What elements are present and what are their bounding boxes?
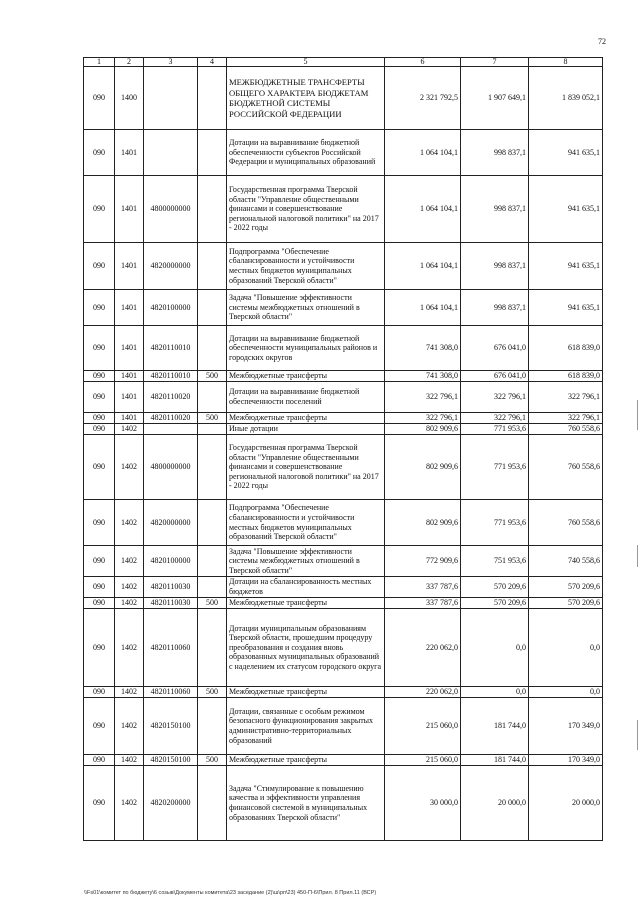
item-name-cell: Иные дотации — [227, 424, 385, 435]
file-path-footer: \\Fs01\комитет по бюджету\6 созыв\Документы комитета\23 заседание (2)\ш\рп\23) 450-П-6\Прил. 8 Прил.11 (ВСР) — [84, 890, 377, 896]
expense-type-cell — [198, 766, 227, 841]
code-cell: 090 — [84, 326, 115, 371]
amount-year3-cell: 941 635,1 — [529, 243, 603, 290]
code-cell: 090 — [84, 243, 115, 290]
item-name-cell: Межбюджетные трансферты — [227, 598, 385, 609]
code-cell: 090 — [84, 698, 115, 755]
amount-year2-cell: 0,0 — [461, 687, 529, 698]
code-cell: 090 — [84, 413, 115, 424]
amount-year2-cell: 771 953,6 — [461, 424, 529, 435]
amount-year3-cell: 0,0 — [529, 687, 603, 698]
amount-year3-cell: 1 839 052,1 — [529, 67, 603, 130]
table-row — [84, 577, 603, 598]
target-article-cell: 4800000000 — [144, 176, 198, 243]
item-name-cell: МЕЖБЮДЖЕТНЫЕ ТРАНСФЕРТЫ ОБЩЕГО ХАРАКТЕРА БЮДЖЕТАМ БЮДЖЕТНОЙ СИСТЕМЫ РОССИЙСКОЙ ФЕДЕРАЦИИ — [227, 67, 385, 130]
target-article-cell — [144, 67, 198, 130]
amount-year1-cell: 1 064 104,1 — [385, 243, 461, 290]
col-header: 8 — [529, 58, 603, 67]
amount-year2-cell: 181 744,0 — [461, 698, 529, 755]
amount-year3-cell: 941 635,1 — [529, 290, 603, 326]
expense-type-cell — [198, 546, 227, 577]
item-name-cell: Дотации на сбалансированность местных бюджетов — [227, 577, 385, 598]
amount-year3-cell: 760 558,6 — [529, 424, 603, 435]
expense-type-cell: 500 — [198, 755, 227, 766]
expense-type-cell: 500 — [198, 413, 227, 424]
target-article-cell: 4820110010 — [144, 371, 198, 382]
amount-year3-cell: 170 349,0 — [529, 755, 603, 766]
amount-year1-cell: 337 787,6 — [385, 598, 461, 609]
amount-year3-cell: 618 839,0 — [529, 371, 603, 382]
expense-type-cell — [198, 435, 227, 500]
section-cell: 1402 — [115, 609, 144, 687]
code-cell: 090 — [84, 290, 115, 326]
item-name-cell: Государственная программа Тверской области "Управление общественными финансами и совершенствование региональной налоговой политики" на 2017 - 2022 годы — [227, 176, 385, 243]
table-row — [84, 290, 603, 326]
budget-table — [83, 57, 603, 841]
section-cell: 1402 — [115, 424, 144, 435]
table-row — [84, 176, 603, 243]
table-row — [84, 546, 603, 577]
code-cell: 090 — [84, 755, 115, 766]
expense-type-cell — [198, 290, 227, 326]
item-name-cell: Межбюджетные трансферты — [227, 413, 385, 424]
code-cell: 090 — [84, 382, 115, 413]
target-article-cell: 4820110030 — [144, 598, 198, 609]
expense-type-cell — [198, 67, 227, 130]
col-header: 6 — [385, 58, 461, 67]
amount-year3-cell: 322 796,1 — [529, 382, 603, 413]
expense-type-cell — [198, 500, 227, 546]
code-cell: 090 — [84, 435, 115, 500]
item-name-cell: Дотации на выравнивание бюджетной обеспеченности субъектов Российской Федерации и муниципальных образований — [227, 130, 385, 176]
target-article-cell: 4800000000 — [144, 435, 198, 500]
amount-year1-cell: 802 909,6 — [385, 500, 461, 546]
amount-year2-cell: 322 796,1 — [461, 382, 529, 413]
amount-year2-cell: 751 953,6 — [461, 546, 529, 577]
table-row — [84, 698, 603, 755]
table-row — [84, 130, 603, 176]
amount-year3-cell: 20 000,0 — [529, 766, 603, 841]
table-row — [84, 598, 603, 609]
amount-year1-cell: 220 062,0 — [385, 687, 461, 698]
amount-year2-cell: 570 209,6 — [461, 577, 529, 598]
item-name-cell: Государственная программа Тверской области "Управление общественными финансами и совершенствование региональной налоговой политики" на 2017 - 2022 годы — [227, 435, 385, 500]
section-cell: 1401 — [115, 176, 144, 243]
amount-year3-cell: 760 558,6 — [529, 500, 603, 546]
item-name-cell: Дотации на выравнивание бюджетной обеспеченности муниципальных районов и городских округов — [227, 326, 385, 371]
table-row — [84, 500, 603, 546]
section-cell: 1402 — [115, 577, 144, 598]
amount-year1-cell: 2 321 792,5 — [385, 67, 461, 130]
expense-type-cell — [198, 424, 227, 435]
expense-type-cell: 500 — [198, 371, 227, 382]
amount-year3-cell: 170 349,0 — [529, 698, 603, 755]
amount-year1-cell: 802 909,6 — [385, 424, 461, 435]
table-row — [84, 243, 603, 290]
code-cell: 090 — [84, 424, 115, 435]
amount-year2-cell: 1 907 649,1 — [461, 67, 529, 130]
item-name-cell: Межбюджетные трансферты — [227, 371, 385, 382]
col-header: 1 — [84, 58, 115, 67]
amount-year3-cell: 570 209,6 — [529, 598, 603, 609]
code-cell: 090 — [84, 609, 115, 687]
amount-year1-cell: 802 909,6 — [385, 435, 461, 500]
amount-year3-cell: 570 209,6 — [529, 577, 603, 598]
amount-year1-cell: 337 787,6 — [385, 577, 461, 598]
amount-year1-cell: 1 064 104,1 — [385, 290, 461, 326]
section-cell: 1401 — [115, 243, 144, 290]
amount-year2-cell: 676 041,0 — [461, 326, 529, 371]
col-header: 5 — [227, 58, 385, 67]
item-name-cell: Задача "Повышение эффективности системы межбюджетных отношений в Тверской области" — [227, 546, 385, 577]
binding-mark — [637, 545, 638, 567]
item-name-cell: Межбюджетные трансферты — [227, 755, 385, 766]
amount-year3-cell: 740 558,6 — [529, 546, 603, 577]
section-cell: 1401 — [115, 326, 144, 371]
section-cell: 1402 — [115, 546, 144, 577]
section-cell: 1401 — [115, 371, 144, 382]
expense-type-cell — [198, 130, 227, 176]
amount-year1-cell: 220 062,0 — [385, 609, 461, 687]
expense-type-cell — [198, 243, 227, 290]
amount-year3-cell: 322 796,1 — [529, 413, 603, 424]
item-name-cell: Задача "Стимулирование к повышению качества и эффективности управления финансовой системой в муниципальных образованиях Тверской области" — [227, 766, 385, 841]
expense-type-cell — [198, 609, 227, 687]
code-cell: 090 — [84, 687, 115, 698]
amount-year1-cell: 772 909,6 — [385, 546, 461, 577]
section-cell: 1401 — [115, 413, 144, 424]
item-name-cell: Подпрограмма "Обеспечение сбалансированности и устойчивости местных бюджетов муниципальных образований Тверской области" — [227, 243, 385, 290]
section-cell: 1402 — [115, 598, 144, 609]
table-row — [84, 435, 603, 500]
amount-year2-cell: 998 837,1 — [461, 290, 529, 326]
amount-year1-cell: 1 064 104,1 — [385, 176, 461, 243]
amount-year1-cell: 30 000,0 — [385, 766, 461, 841]
target-article-cell: 4820000000 — [144, 500, 198, 546]
item-name-cell: Дотации муниципальным образованиям Тверской области, прошедшим процедуру преобразования и создания вновь образованных муниципальных образований с наделением их статусом городского округа — [227, 609, 385, 687]
table-row — [84, 424, 603, 435]
expense-type-cell — [198, 176, 227, 243]
amount-year2-cell: 570 209,6 — [461, 598, 529, 609]
amount-year3-cell: 941 635,1 — [529, 130, 603, 176]
code-cell: 090 — [84, 176, 115, 243]
amount-year3-cell: 941 635,1 — [529, 176, 603, 243]
page-number: 72 — [598, 37, 606, 46]
code-cell: 090 — [84, 577, 115, 598]
target-article-cell — [144, 424, 198, 435]
code-cell: 090 — [84, 500, 115, 546]
target-article-cell: 4820200000 — [144, 766, 198, 841]
target-article-cell: 4820100000 — [144, 290, 198, 326]
amount-year2-cell: 998 837,1 — [461, 176, 529, 243]
target-article-cell: 4820150100 — [144, 755, 198, 766]
amount-year2-cell: 771 953,6 — [461, 500, 529, 546]
code-cell: 090 — [84, 766, 115, 841]
section-cell: 1401 — [115, 130, 144, 176]
code-cell: 090 — [84, 546, 115, 577]
amount-year1-cell: 215 060,0 — [385, 755, 461, 766]
binding-mark — [637, 400, 638, 430]
amount-year1-cell: 741 308,0 — [385, 371, 461, 382]
section-cell: 1402 — [115, 755, 144, 766]
amount-year1-cell: 1 064 104,1 — [385, 130, 461, 176]
item-name-cell: Межбюджетные трансферты — [227, 687, 385, 698]
table-row — [84, 382, 603, 413]
item-name-cell: Дотации, связанные с особым режимом безопасного функционирования закрытых административно-территориальных образований — [227, 698, 385, 755]
item-name-cell: Подпрограмма "Обеспечение сбалансированности и устойчивости местных бюджетов муниципальных образований Тверской области" — [227, 500, 385, 546]
table-row — [84, 413, 603, 424]
amount-year3-cell: 760 558,6 — [529, 435, 603, 500]
header-row — [84, 58, 603, 67]
table-row — [84, 326, 603, 371]
expense-type-cell — [198, 326, 227, 371]
amount-year2-cell: 998 837,1 — [461, 243, 529, 290]
table-row — [84, 371, 603, 382]
col-header: 3 — [144, 58, 198, 67]
expense-type-cell: 500 — [198, 687, 227, 698]
target-article-cell: 4820110020 — [144, 382, 198, 413]
target-article-cell — [144, 130, 198, 176]
section-cell: 1402 — [115, 500, 144, 546]
amount-year1-cell: 741 308,0 — [385, 326, 461, 371]
expense-type-cell — [198, 698, 227, 755]
section-cell: 1402 — [115, 766, 144, 841]
amount-year2-cell: 676 041,0 — [461, 371, 529, 382]
target-article-cell: 4820110010 — [144, 326, 198, 371]
amount-year1-cell: 215 060,0 — [385, 698, 461, 755]
table-row — [84, 755, 603, 766]
amount-year1-cell: 322 796,1 — [385, 413, 461, 424]
col-header: 7 — [461, 58, 529, 67]
code-cell: 090 — [84, 130, 115, 176]
table-row — [84, 609, 603, 687]
col-header: 2 — [115, 58, 144, 67]
amount-year3-cell: 618 839,0 — [529, 326, 603, 371]
amount-year2-cell: 322 796,1 — [461, 413, 529, 424]
table-row — [84, 67, 603, 130]
amount-year3-cell: 0,0 — [529, 609, 603, 687]
target-article-cell: 4820110060 — [144, 609, 198, 687]
expense-type-cell — [198, 382, 227, 413]
item-name-cell: Дотации на выравнивание бюджетной обеспеченности поселений — [227, 382, 385, 413]
section-cell: 1401 — [115, 382, 144, 413]
item-name-cell: Задача "Повышение эффективности системы межбюджетных отношений в Тверской области" — [227, 290, 385, 326]
target-article-cell: 4820110030 — [144, 577, 198, 598]
code-cell: 090 — [84, 598, 115, 609]
section-cell: 1402 — [115, 698, 144, 755]
table-row — [84, 687, 603, 698]
amount-year2-cell: 998 837,1 — [461, 130, 529, 176]
section-cell: 1400 — [115, 67, 144, 130]
target-article-cell: 4820000000 — [144, 243, 198, 290]
table-row — [84, 766, 603, 841]
target-article-cell: 4820110020 — [144, 413, 198, 424]
amount-year2-cell: 0,0 — [461, 609, 529, 687]
section-cell: 1402 — [115, 435, 144, 500]
expense-type-cell: 500 — [198, 598, 227, 609]
binding-mark — [637, 720, 638, 750]
col-header: 4 — [198, 58, 227, 67]
expense-type-cell — [198, 577, 227, 598]
target-article-cell: 4820110060 — [144, 687, 198, 698]
target-article-cell: 4820100000 — [144, 546, 198, 577]
amount-year2-cell: 181 744,0 — [461, 755, 529, 766]
amount-year2-cell: 20 000,0 — [461, 766, 529, 841]
amount-year2-cell: 771 953,6 — [461, 435, 529, 500]
amount-year1-cell: 322 796,1 — [385, 382, 461, 413]
code-cell: 090 — [84, 67, 115, 130]
target-article-cell: 4820150100 — [144, 698, 198, 755]
code-cell: 090 — [84, 371, 115, 382]
section-cell: 1401 — [115, 290, 144, 326]
section-cell: 1402 — [115, 687, 144, 698]
